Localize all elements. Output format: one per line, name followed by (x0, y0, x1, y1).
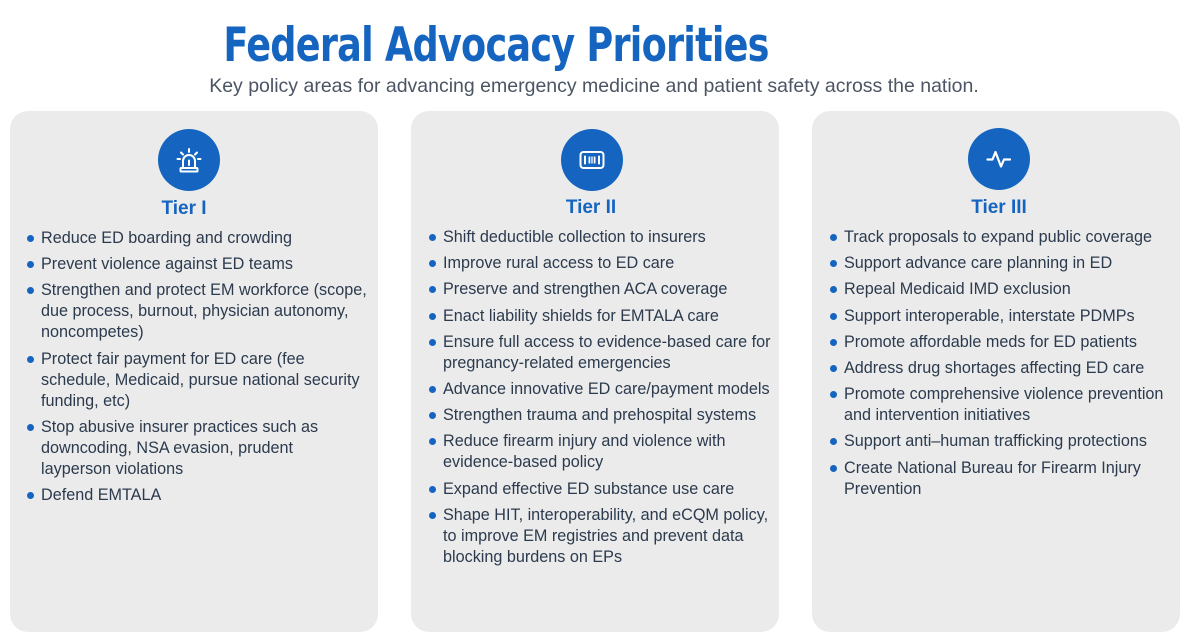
tier-label: Tier I (161, 198, 207, 219)
list-item: Protect fair payment for ED care (fee schedule, Medicaid, pursue national security funding, etc) (27, 349, 367, 412)
list-item: Defend EMTALA (27, 485, 367, 506)
list-item: Prevent violence against ED teams (27, 254, 367, 275)
list-item: Enact liability shields for EMTALA care (429, 306, 774, 327)
list-item: Address drug shortages affecting ED care (830, 358, 1178, 379)
page-title: Federal Advocacy Priorities (223, 18, 769, 73)
page-subtitle: Key policy areas for advancing emergency medicine and patient safety across the nation. (209, 75, 979, 97)
siren-icon (158, 129, 220, 191)
list-item: Track proposals to expand public coverage (830, 227, 1178, 248)
tier-label: Tier II (565, 197, 617, 218)
list-item: Shape HIT, interoperability, and eCQM policy, to improve EM registries and prevent data blocking burdens on EPs (429, 505, 774, 568)
priority-list (27, 228, 367, 511)
list-item: Support anti–human trafficking protections (830, 431, 1178, 452)
list-item: Strengthen trauma and prehospital systems (429, 405, 774, 426)
list-item: Create National Bureau for Firearm Injury Prevention (830, 458, 1178, 500)
list-item: Reduce ED boarding and crowding (27, 228, 367, 249)
priority-list (830, 227, 1178, 505)
list-item: Stop abusive insurer practices such as downcoding, NSA evasion, prudent layperson violations (27, 417, 367, 480)
list-item: Reduce firearm injury and violence with evidence-based policy (429, 431, 774, 473)
list-item: Ensure full access to evidence-based care for pregnancy-related emergencies (429, 332, 774, 374)
tier-card-3 (812, 111, 1180, 632)
tier-cards (10, 111, 1180, 632)
list-item: Shift deductible collection to insurers (429, 227, 774, 248)
tier-card-1 (10, 111, 378, 632)
list-item: Improve rural access to ED care (429, 253, 774, 274)
list-item: Support advance care planning in ED (830, 253, 1178, 274)
list-item: Strengthen and protect EM workforce (scope, due process, burnout, physician autonomy, noncompetes) (27, 280, 367, 343)
monitor-panel-icon (561, 129, 623, 191)
tier-label: Tier III (971, 197, 1027, 218)
list-item: Support interoperable, interstate PDMPs (830, 306, 1178, 327)
pulse-icon (968, 128, 1030, 190)
list-item: Preserve and strengthen ACA coverage (429, 279, 774, 300)
list-item: Promote affordable meds for ED patients (830, 332, 1178, 353)
list-item: Repeal Medicaid IMD exclusion (830, 279, 1178, 300)
list-item: Promote comprehensive violence prevention and intervention initiatives (830, 384, 1178, 426)
tier-card-2 (411, 111, 779, 632)
list-item: Expand effective ED substance use care (429, 479, 774, 500)
priority-list (429, 227, 774, 573)
list-item: Advance innovative ED care/payment models (429, 379, 774, 400)
